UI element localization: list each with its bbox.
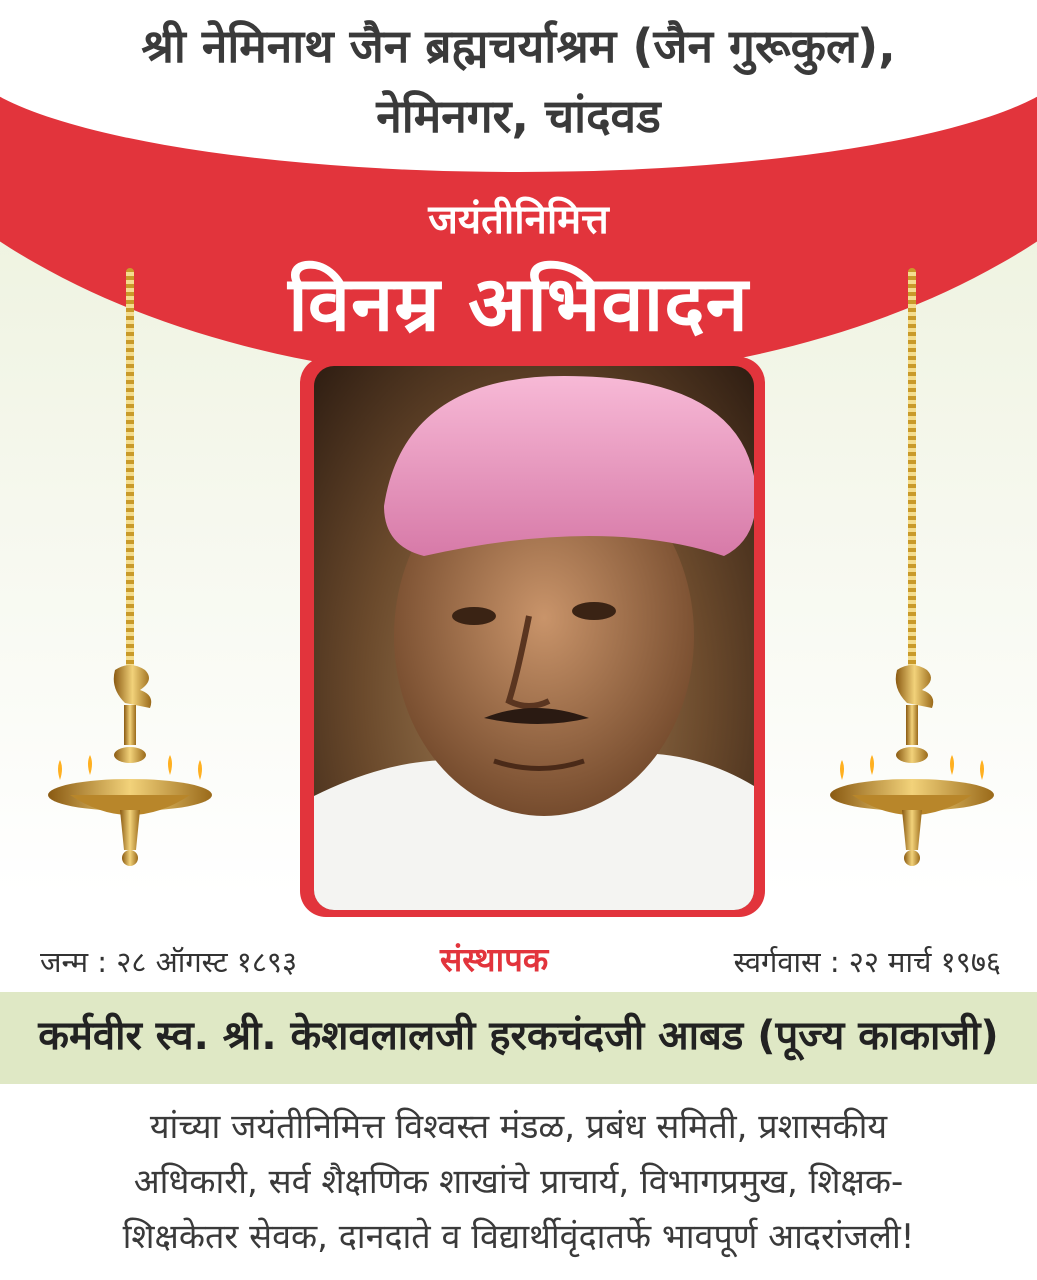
person-name: कर्मवीर स्व. श्री. केशवलालजी हरकचंदजी आबड (पूज्य काकाजी) xyxy=(38,1013,999,1059)
tribute-line-3: शिक्षकेतर सेवक, दानदाते व विद्यार्थीवृंदातर्फे भावपूर्ण आदरांजली! xyxy=(122,1217,915,1257)
tribute-line-1: यांच्या जयंतीनिमित्त विश्वस्त मंडळ, प्रबंध समिती, प्रशासकीय xyxy=(149,1107,888,1147)
occasion-text: जयंतीनिमित्त xyxy=(428,197,609,243)
left-lamp-chain xyxy=(126,268,134,678)
tribute-line-2: अधिकारी, सर्व शैक्षणिक शाखांचे प्राचार्य, विभागप्रमुख, शिक्षक- xyxy=(133,1162,904,1202)
right-lamp-chain xyxy=(908,268,916,678)
birth-date: जन्म : २८ ऑगस्ट १८९३ xyxy=(40,945,298,979)
salutation-text: विनम्र अभिवादन xyxy=(288,259,749,348)
tribute-message xyxy=(40,1100,997,1265)
institution-location: नेमिनगर, चांदवड xyxy=(376,89,661,143)
death-date: स्वर्गवास : २२ मार्च १९७६ xyxy=(733,945,1001,979)
dates-row xyxy=(0,936,1037,986)
name-band xyxy=(0,992,1037,1084)
founder-label: संस्थापक xyxy=(440,940,549,979)
portrait-photo xyxy=(314,366,754,910)
oil-lamp-icon xyxy=(40,660,220,870)
oil-lamp-icon xyxy=(822,660,1002,870)
institution-name: श्री नेमिनाथ जैन ब्रह्मचर्याश्रम (जैन गुरूकुल), xyxy=(141,19,896,73)
